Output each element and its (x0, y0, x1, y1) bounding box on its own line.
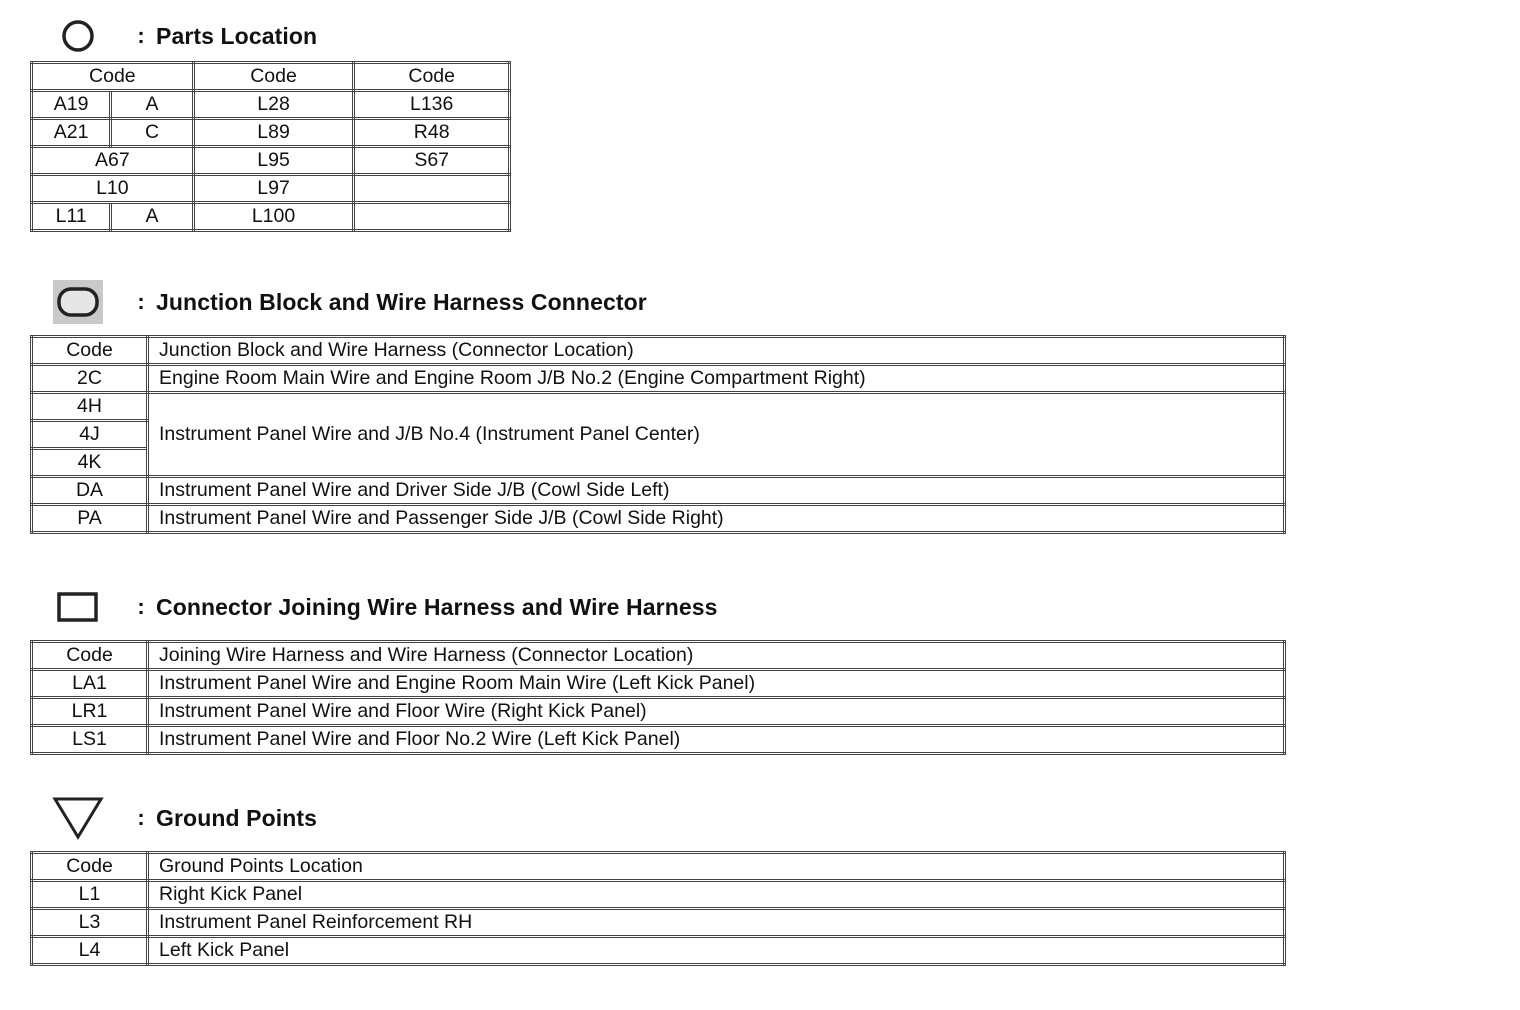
code-cell: L136 (354, 91, 510, 119)
code-cell: L100 (193, 203, 354, 231)
header-desc-cell: Junction Block and Wire Harness (Connector Location) (148, 337, 1285, 365)
code-cell: 4H (32, 393, 148, 421)
desc-cell: Instrument Panel Wire and J/B No.4 (Instrument Panel Center) (148, 393, 1285, 477)
sub-cell: C (111, 119, 193, 147)
header-code-cell: Code (32, 642, 148, 670)
desc-cell: Instrument Panel Wire and Driver Side J/B (Cowl Side Left) (148, 477, 1285, 505)
code-cell: DA (32, 477, 148, 505)
code-cell: L1 (32, 881, 148, 909)
desc-cell: Left Kick Panel (148, 937, 1285, 965)
code-cell: S67 (354, 147, 510, 175)
desc-cell: Instrument Panel Wire and Passenger Side J/B (Cowl Side Right) (148, 505, 1285, 533)
section-title: Connector Joining Wire Harness and Wire Harness (156, 593, 718, 620)
junction-block-heading (52, 277, 647, 327)
section-colon: : (137, 23, 145, 48)
table-row (32, 477, 1285, 505)
connector-joining-heading (52, 582, 718, 632)
table-row (32, 203, 510, 231)
header-code-cell: Code (32, 853, 148, 881)
table-header-row (32, 337, 1285, 365)
ground-points-heading (52, 793, 317, 843)
table-row (32, 147, 510, 175)
section-colon: : (137, 594, 145, 619)
junction-block-table (30, 335, 1286, 534)
code-cell: L89 (193, 119, 354, 147)
code-cell: L28 (193, 91, 354, 119)
header-cell: Code (354, 63, 510, 91)
section-title: Parts Location (156, 22, 318, 49)
code-cell: L4 (32, 937, 148, 965)
code-cell: 2C (32, 365, 148, 393)
code-cell: 4J (32, 421, 148, 449)
code-cell (354, 203, 510, 231)
section-title: Junction Block and Wire Harness Connector (156, 288, 647, 315)
code-cell: L95 (193, 147, 354, 175)
code-cell: R48 (354, 119, 510, 147)
sub-cell: A (111, 203, 193, 231)
rectangle-icon (52, 582, 104, 632)
table-row (32, 505, 1285, 533)
table-row (32, 881, 1285, 909)
table-header-row (32, 853, 1285, 881)
table-row (32, 393, 1285, 421)
table-row (32, 670, 1285, 698)
desc-cell: Right Kick Panel (148, 881, 1285, 909)
table-header-row (32, 63, 510, 91)
section-title: Ground Points (156, 804, 318, 831)
table-row (32, 365, 1285, 393)
desc-cell: Instrument Panel Reinforcement RH (148, 909, 1285, 937)
table-row (32, 726, 1285, 754)
code-cell: L10 (32, 175, 194, 203)
code-cell: L97 (193, 175, 354, 203)
code-cell: A21 (32, 119, 111, 147)
code-cell: 4K (32, 449, 148, 477)
circle-icon (52, 11, 104, 61)
header-cell: Code (32, 63, 194, 91)
table-row (32, 91, 510, 119)
header-code-cell: Code (32, 337, 148, 365)
code-cell: L11 (32, 203, 111, 231)
desc-cell: Instrument Panel Wire and Engine Room Main Wire (Left Kick Panel) (148, 670, 1285, 698)
header-desc-cell: Ground Points Location (148, 853, 1285, 881)
section-colon: : (137, 289, 145, 314)
triangle-down-icon (52, 793, 104, 843)
code-cell: LR1 (32, 698, 148, 726)
table-row (32, 119, 510, 147)
table-row (32, 175, 510, 203)
table-row (32, 937, 1285, 965)
desc-cell: Engine Room Main Wire and Engine Room J/B No.2 (Engine Compartment Right) (148, 365, 1285, 393)
parts-location-heading (52, 11, 317, 61)
desc-cell: Instrument Panel Wire and Floor No.2 Wire (Left Kick Panel) (148, 726, 1285, 754)
parts-location-table (30, 61, 511, 232)
ground-points-table (30, 851, 1286, 966)
section-colon: : (137, 805, 145, 830)
table-header-row (32, 642, 1285, 670)
code-cell: L3 (32, 909, 148, 937)
table-row (32, 909, 1285, 937)
rounded-rectangle-shaded-icon (52, 277, 104, 327)
sub-cell: A (111, 91, 193, 119)
header-cell: Code (193, 63, 354, 91)
header-desc-cell: Joining Wire Harness and Wire Harness (Connector Location) (148, 642, 1285, 670)
desc-cell: Instrument Panel Wire and Floor Wire (Right Kick Panel) (148, 698, 1285, 726)
code-cell (354, 175, 510, 203)
code-cell: A67 (32, 147, 194, 175)
code-cell: A19 (32, 91, 111, 119)
table-row (32, 698, 1285, 726)
code-cell: LS1 (32, 726, 148, 754)
connector-joining-table (30, 640, 1286, 755)
code-cell: PA (32, 505, 148, 533)
code-cell: LA1 (32, 670, 148, 698)
